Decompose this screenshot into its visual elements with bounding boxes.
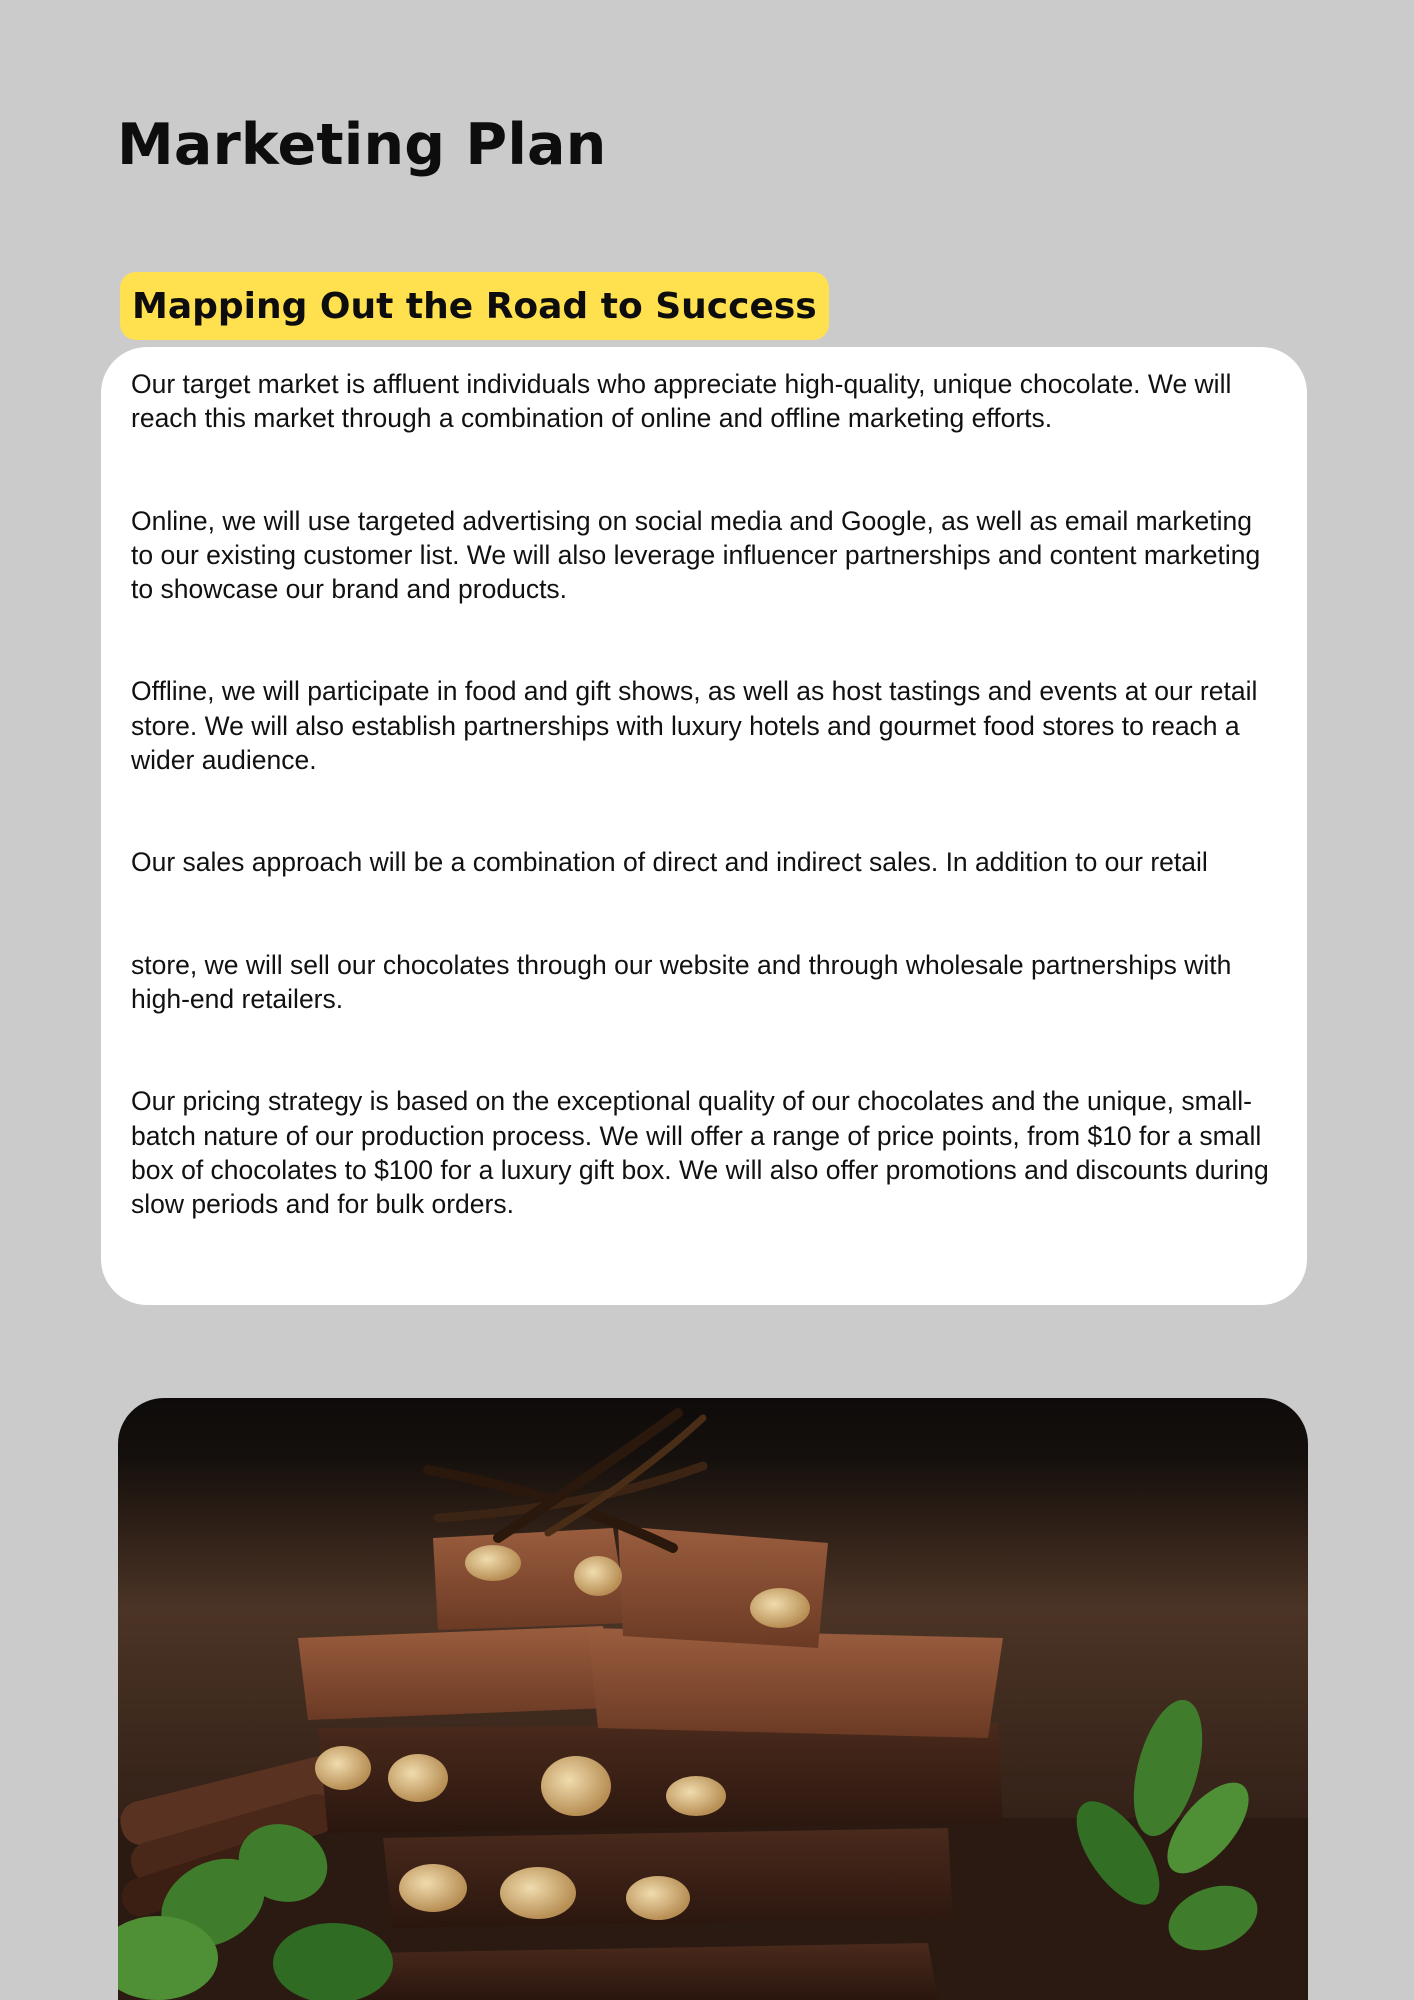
paragraph-online-marketing: Online, we will use targeted advertising on social media and Google, as well as email marketing to our existing customer list. We will also leverage influencer partnerships and content marketing to showcase our brand and products.: [131, 505, 1261, 605]
paragraph-pricing-strategy: Our pricing strategy is based on the exceptional quality of our chocolates and the unique, small-batch nature of our production process. We will offer a range of price points, from $10 for a small box of chocolates to $100 for a luxury gift box. We will also offer promotions and discounts during slow periods and for bulk orders.: [131, 1086, 1269, 1220]
paragraph-sales-channels: store, we will sell our chocolates through our website and through wholesale partnerships with high-end retailers.: [131, 949, 1232, 1014]
chocolate-photo: [118, 1398, 1308, 2000]
content-card: [101, 347, 1307, 1305]
vanilla-pods: [428, 1413, 703, 1548]
chocolate-stack-illustration: [118, 1398, 1308, 2000]
paragraph-sales-approach: Our sales approach will be a combination of direct and indirect sales. In addition to our retail: [131, 847, 1208, 878]
paragraph-offline-marketing: Offline, we will participate in food and gift shows, as well as host tastings and events at our retail store. We will also establish partnerships with luxury hotels and gourmet food stores to reach a wider audience.: [131, 676, 1258, 776]
paragraph-target-market: Our target market is affluent individuals who appreciate high-quality, unique chocolate. We will reach this market through a combination of online and offline marketing efforts.: [131, 369, 1232, 434]
section-heading: Mapping Out the Road to Success: [120, 272, 829, 340]
page-title: Marketing Plan: [117, 112, 607, 178]
